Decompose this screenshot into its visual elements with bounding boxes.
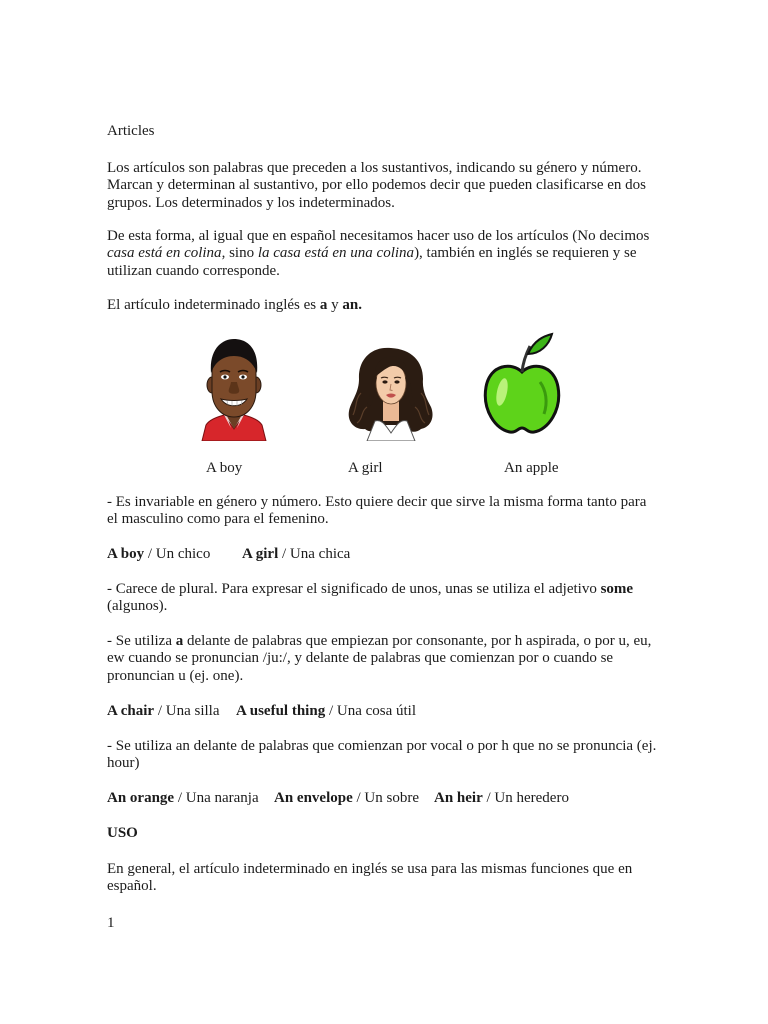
- comparison-line: [107, 245, 768, 262]
- use-a-line: ew cuando se pronuncian /ju:/, y delante de palabras que comienzan por o cuando se: [107, 650, 614, 667]
- example-english: A useful thing: [236, 703, 326, 719]
- general-line: En general, el artículo indeterminado en inglés se usa para las mismas funciones que en: [107, 861, 633, 877]
- example-english: A boy: [107, 546, 145, 562]
- use-a-paragraph: [107, 633, 768, 685]
- intro-line: grupos. Los determinados y los indeterminados.: [107, 194, 395, 211]
- an-examples: [107, 790, 768, 808]
- comparison-line: utilizan cuando corresponde.: [107, 262, 280, 279]
- indefinite-article-statement: [107, 297, 768, 314]
- italic-example: la casa está en una colina: [257, 245, 415, 262]
- comparison-paragraph: [107, 228, 768, 280]
- boy-illustration: [200, 335, 268, 441]
- heading-text: Articles: [107, 123, 155, 139]
- use-a-text: delante de palabras que empiezan por consonante, por h aspirada, o por u, eu,: [183, 633, 652, 649]
- example-spanish: / Un heredero: [482, 790, 569, 806]
- illustration-captions: [107, 460, 768, 478]
- comparison-line: De esta forma, al igual que en español necesitamos hacer uso de los artículos (No decimos: [107, 228, 650, 244]
- article-a: a: [175, 633, 184, 649]
- example-english: An orange: [107, 790, 175, 806]
- statement-text: El artículo indeterminado inglés es: [107, 297, 320, 313]
- example-item: [107, 546, 210, 563]
- caption-girl: A girl: [348, 460, 383, 476]
- example-english: A girl: [242, 546, 279, 562]
- use-a-line: [107, 633, 768, 650]
- general-line: español.: [107, 878, 157, 895]
- example-item: [107, 790, 259, 807]
- invariable-line: - Es invariable en género y número. Esto quiere decir que sirve la misma forma tanto para: [107, 494, 647, 510]
- use-an-line: hour): [107, 755, 140, 772]
- uso-heading: USO: [107, 825, 138, 841]
- example-item: [107, 703, 220, 720]
- invariable-rule-paragraph: [107, 494, 768, 529]
- invariable-line: el masculino como para el femenino.: [107, 511, 329, 528]
- plural-text: - Carece de plural. Para expresar el significado de unos, unas se utiliza el adjetivo: [107, 581, 601, 597]
- indefinite-article-line: [107, 297, 768, 314]
- example-spanish: / Una chica: [278, 546, 351, 562]
- caption-apple: An apple: [504, 460, 559, 476]
- page-number-text: 1: [107, 915, 115, 931]
- example-english: A chair: [107, 703, 155, 719]
- uso-line: [107, 825, 768, 842]
- intro-paragraph: [107, 160, 768, 212]
- general-paragraph: [107, 861, 768, 896]
- document-heading: [107, 123, 768, 140]
- use-a-text: - Se utiliza: [107, 633, 176, 649]
- plural-line: [107, 581, 768, 598]
- example-item: [434, 790, 569, 807]
- example-spanish: / Una cosa útil: [325, 703, 417, 719]
- plural-line: (algunos).: [107, 598, 168, 615]
- example-spanish: / Una silla: [154, 703, 220, 719]
- use-an-line: - Se utiliza an delante de palabras que comienzan por vocal o por h que no se pronuncia (ej.: [107, 738, 657, 754]
- example-spanish: / Un chico: [144, 546, 211, 562]
- comparison-text: , sino: [221, 245, 258, 262]
- plural-rule-paragraph: [107, 581, 768, 616]
- example-spanish: / Un sobre: [352, 790, 419, 806]
- example-item: [236, 703, 416, 720]
- use-a-line: pronuncian u (ej. one).: [107, 667, 244, 684]
- comparison-text: ), también en inglés se requieren y se: [414, 245, 637, 262]
- use-an-paragraph: [107, 738, 768, 773]
- example-english: An heir: [434, 790, 483, 806]
- intro-line: Marcan y determinan al sustantivo, por ello podemos decir que pueden clasificarse en dos: [107, 177, 646, 194]
- uso-section: [107, 825, 768, 842]
- girl-illustration: [345, 345, 437, 441]
- italic-example: casa está en colina: [107, 245, 222, 262]
- gender-examples: [107, 546, 768, 564]
- example-item: [274, 790, 419, 807]
- example-item: [242, 546, 350, 563]
- article-an: an.: [342, 297, 362, 313]
- statement-text: y: [327, 297, 343, 313]
- a-examples: [107, 703, 768, 721]
- caption-boy: A boy: [206, 460, 243, 476]
- some-keyword: some: [600, 581, 634, 597]
- example-english: An envelope: [274, 790, 353, 806]
- page-number: [107, 915, 768, 932]
- example-spanish: / Una naranja: [174, 790, 259, 806]
- intro-line: Los artículos son palabras que preceden a los sustantivos, indicando su género y número.: [107, 160, 642, 176]
- green-apple-illustration: [482, 332, 562, 436]
- article-a: a: [319, 297, 328, 313]
